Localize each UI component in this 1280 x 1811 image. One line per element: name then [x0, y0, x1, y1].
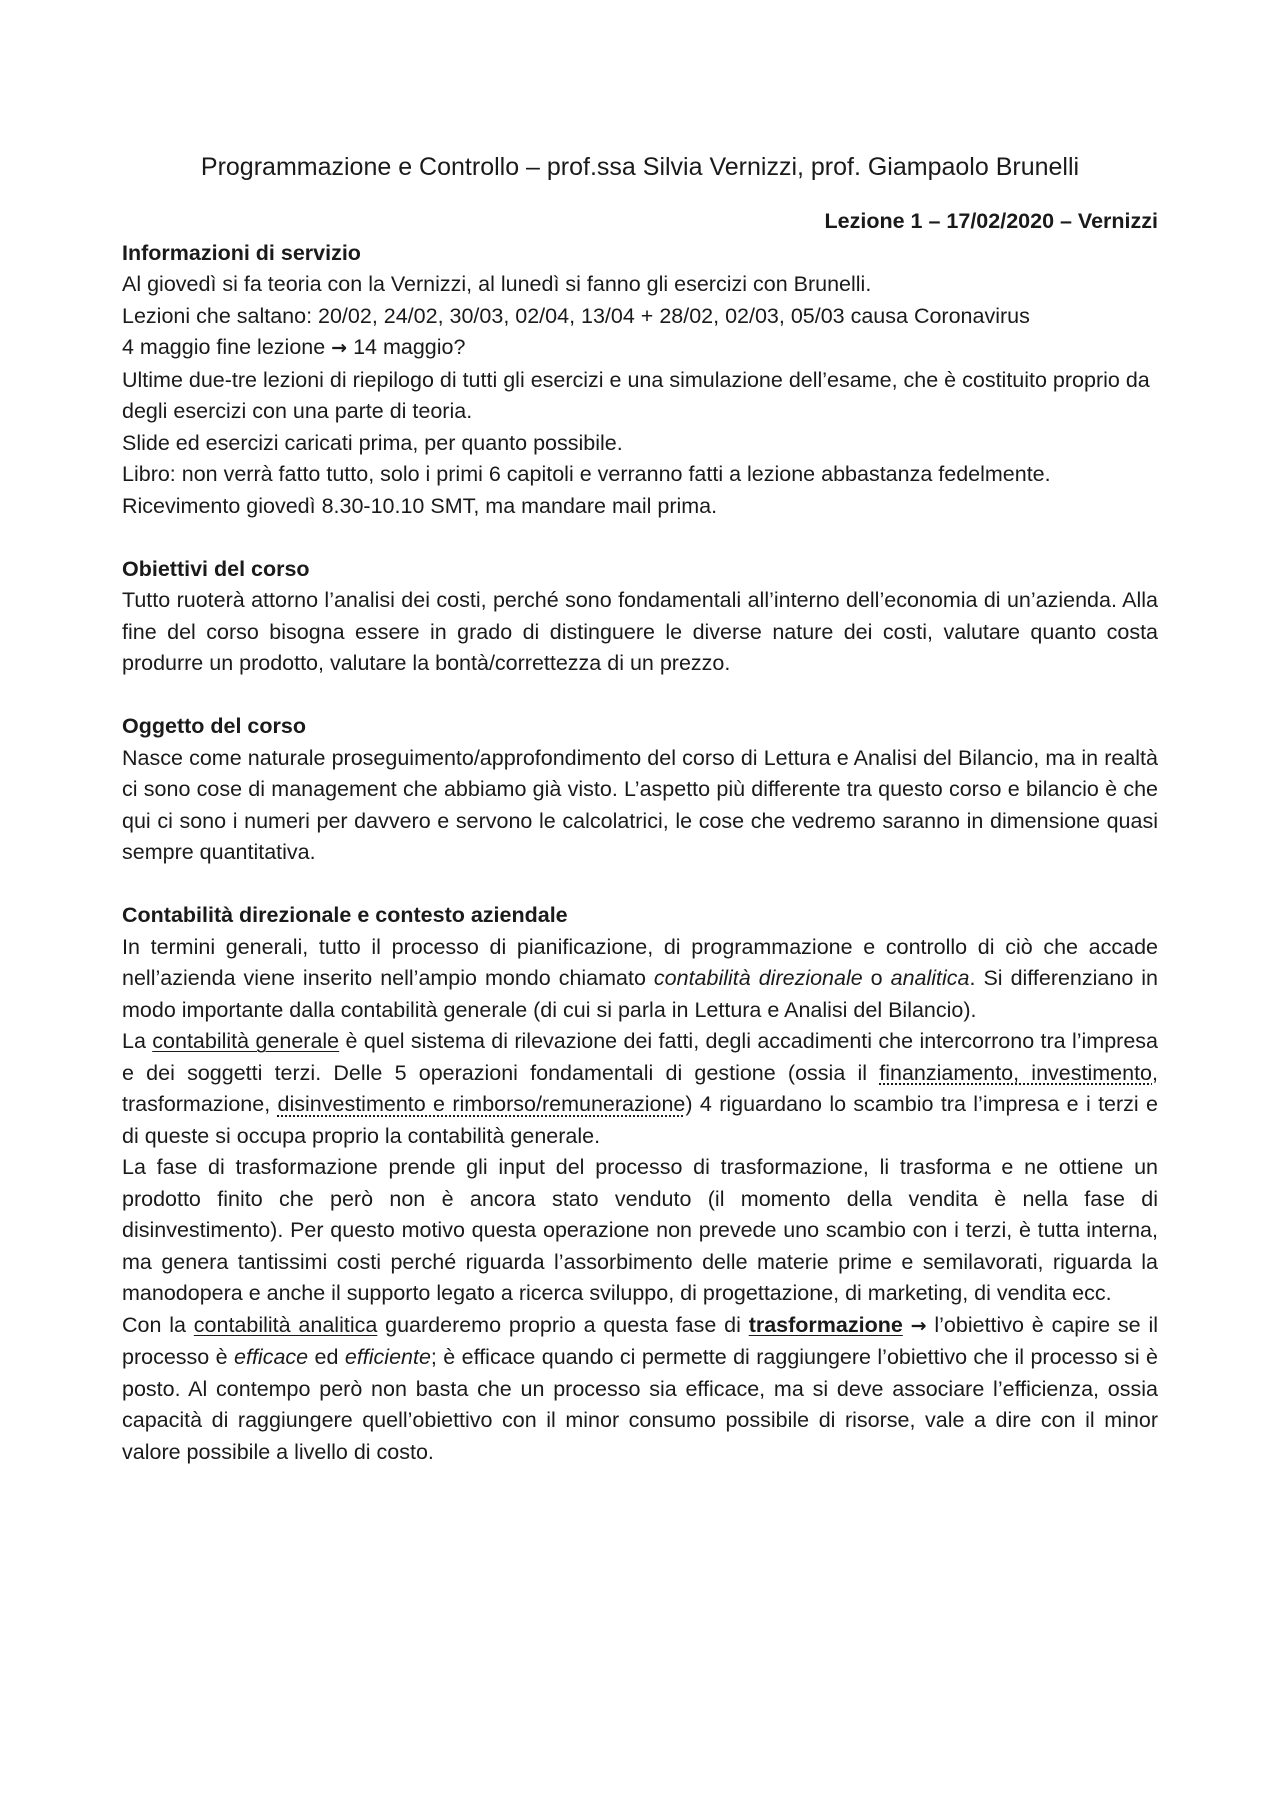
underlined-term: contabilità generale — [152, 1029, 340, 1053]
document-title: Programmazione e Controllo – prof.ssa Silvia Vernizzi, prof. Giampaolo Brunelli — [200, 153, 1080, 181]
accounting-paragraph-3: La fase di trasformazione prende gli input del processo di trasformazione, li trasforma e ne ottiene un prodotto finito che però non è ancora stato venduto (il momento della vendita è nella fase di disinvestimento). Per questo motivo questa operazione non prevede uno scambio con i terzi, è tutta interna, ma genera tantissimi costi perché riguarda l’assorbimento delle materie prime e semilavorati, riguarda la manodopera e anche il supporto legato a ricerca sviluppo, di progettazione, di marketing, di vendita ecc. — [122, 1155, 1158, 1305]
bold-underlined-term: trasformazione — [748, 1312, 903, 1337]
section-subject — [122, 711, 1158, 869]
spacer — [122, 869, 1158, 901]
underlined-term: contabilità analitica — [193, 1312, 378, 1337]
info-line-2: Lezioni che saltano: 20/02, 24/02, 30/03, 02/04, 13/04 + 28/02, 02/03, 05/03 causa Coronavirus — [122, 303, 1030, 328]
section-heading-subject: Oggetto del corso — [122, 714, 306, 738]
section-heading-info: Informazioni di servizio — [122, 240, 361, 265]
text-run: è quel sistema di rilevazione dei fatti, degli accadimenti che intercorrono tra l’impresa e dei soggetti terzi. Delle 5 operazioni fondamentali di gestione (ossia il — [122, 1029, 1159, 1085]
info-line-3 — [122, 332, 1158, 365]
text-run: . Si differenziano in modo importante dalla contabilità generale (di cui si parla in Lettura e Analisi del Bilancio). — [122, 966, 1158, 1022]
text-run: La — [122, 1029, 153, 1053]
text-run: o — [862, 966, 891, 990]
accounting-paragraph-4 — [122, 1310, 1158, 1469]
right-arrow-icon: → — [331, 337, 348, 359]
spacer — [122, 680, 1158, 712]
subject-paragraph: Nasce come naturale proseguimento/approfondimento del corso di Lettura e Analisi del Bilancio, ma in realtà ci sono cose di management che abbiamo già visto. L’aspetto più differente tra questo corso e bilancio è che qui ci sono i numeri per davvero e servono le calcolatrici, le cose che vedremo saranno in dimensione quasi sempre quantitativa. — [122, 745, 1158, 864]
text-run: l’obiettivo è capire se il processo è — [122, 1312, 1159, 1369]
info-line-4: Ultime due-tre lezioni di riepilogo di tutti gli esercizi e una simulazione dell’esame, che è costituito proprio da degli esercizi con una parte di teoria. — [122, 367, 1150, 423]
accounting-paragraph-2 — [122, 1026, 1158, 1152]
info-line-5: Slide ed esercizi caricati prima, per quanto possibile. — [122, 430, 623, 455]
info-line-7: Ricevimento giovedì 8.30-10.10 SMT, ma mandare mail prima. — [122, 493, 718, 518]
info-line-1: Al giovedì si fa teoria con la Vernizzi, al lunedì si fanno gli esercizi con Brunelli. — [122, 272, 872, 296]
right-arrow-icon: → — [910, 1314, 927, 1337]
text-run: guarderemo proprio a questa fase di — [377, 1312, 749, 1337]
text-run: , trasformazione, — [122, 1060, 1158, 1116]
section-info — [122, 238, 1158, 523]
accounting-paragraph-1 — [122, 932, 1158, 1027]
dotted-underlined-term: finanziamento, investimento — [879, 1060, 1153, 1085]
section-heading-accounting: Contabilità direzionale e contesto aziendale — [122, 903, 568, 927]
section-accounting — [122, 900, 1158, 1468]
section-heading-objectives: Obiettivi del corso — [122, 556, 310, 581]
info-line-3-text-a: 4 maggio fine lezione — [122, 335, 332, 359]
text-run: ; è efficace quando ci permette di raggiungere l’obiettivo che il processo si è posto. Al contempo però non basta che un processo sia efficace, ma si deve associare l’efficienza, ossia capacità di raggiungere quell’obiettivo con il minor consumo possibile di risorse, vale a dire con il minor valore possibile a livello di costo. — [122, 1345, 1158, 1464]
text-run: ed — [308, 1345, 345, 1369]
text-run: In termini generali, tutto il processo di pianificazione, di programmazione e controllo di ciò che accade nell’azienda viene inserito nell’ampio mondo chiamato — [122, 934, 1158, 990]
emphasis-term: analitica — [890, 966, 970, 990]
info-line-3-text-b: 14 maggio? — [347, 335, 466, 359]
section-objectives — [122, 554, 1158, 680]
info-line-6: Libro: non verrà fatto tutto, solo i primi 6 capitoli e verranno fatti a lezione abbastanza fedelmente. — [122, 462, 1051, 486]
text-run: ) 4 riguardano lo scambio tra l’impresa e i terzi e di queste si occupa proprio la contabilità generale. — [122, 1092, 1158, 1148]
text-run: Con la — [122, 1312, 194, 1337]
dotted-underlined-term: disinvestimento e rimborso/remunerazione — [277, 1092, 686, 1116]
objectives-paragraph: Tutto ruoterà attorno l’analisi dei costi, perché sono fondamentali all’interno dell’economia di un’azienda. Alla fine del corso bisogna essere in grado di distinguere le diverse nature dei costi, valutare quanto costa produrre un prodotto, valutare la bontà/correttezza di un prezzo. — [122, 588, 1158, 675]
lesson-header: Lezione 1 – 17/02/2020 – Vernizzi — [824, 209, 1158, 233]
emphasis-term: efficace — [234, 1345, 309, 1369]
spacer — [122, 522, 1158, 554]
emphasis-term: efficiente — [344, 1345, 431, 1369]
emphasis-term: contabilità direzionale — [653, 966, 863, 990]
document-page — [122, 150, 1158, 1468]
